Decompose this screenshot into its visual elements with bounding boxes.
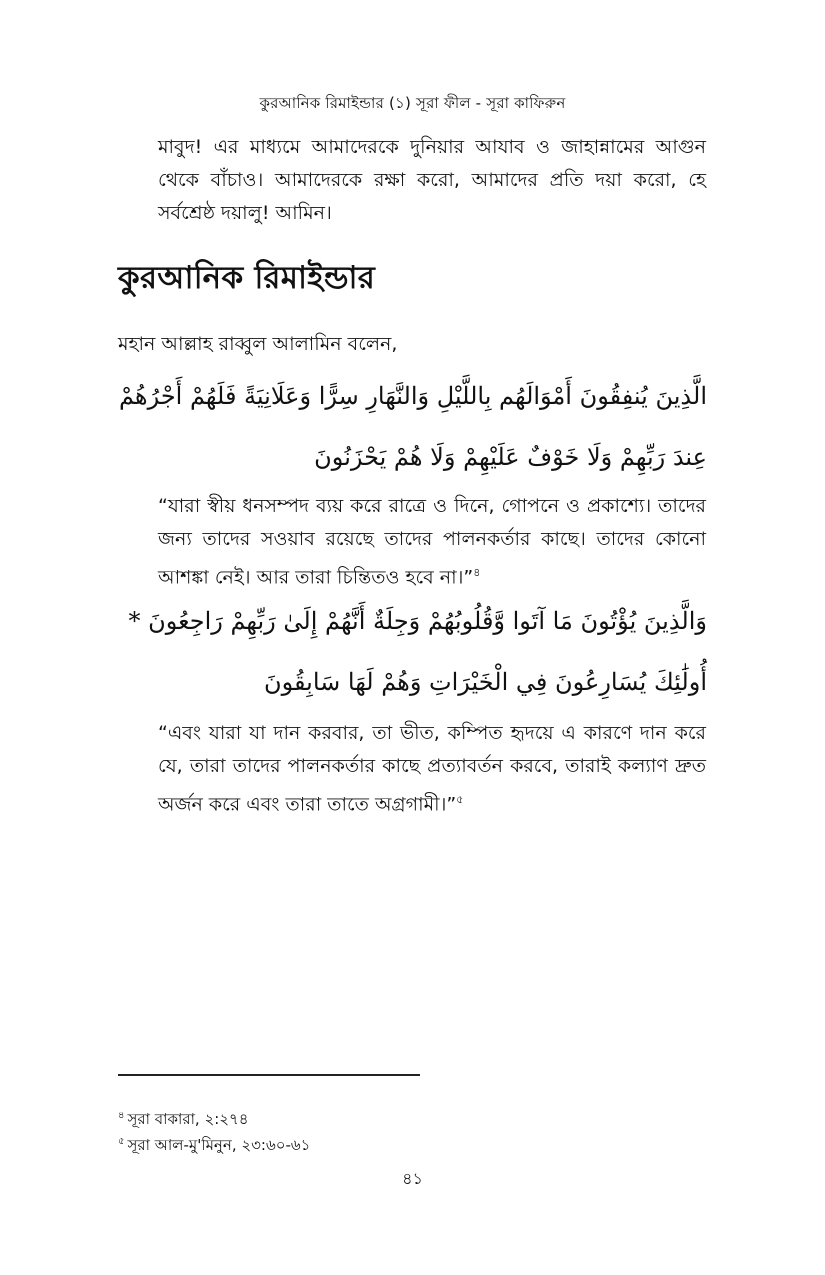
intro-text: মহান আল্লাহ রাব্বুল আলামিন বলেন, [118, 333, 398, 355]
arabic-verse-1-line-1: الَّذِينَ يُنفِقُونَ أَمْوَالَهُم بِاللَّيْلِ وَالنَّهَارِ سِرًّا وَعَلَانِيَةً فَلَهُمْ أَجْرُهُمْ [118, 382, 707, 410]
translation-text-2: “এবং যারা যা দান করবার, তা ভীত, কম্পিত হৃদয়ে এ কারণে দান করে যে, তারা তাদের পালনকর্তার কাছে প্রত্যাবর্তন করবে, তারাই কল্যাণ দ্রুত অর্জন করে এবং তারা তাতে অগ্রগামী।” [158, 722, 706, 816]
footnote-divider [118, 1074, 420, 1076]
footnote-text: সূরা আল-মু'মিনুন, ২৩:৬০-৬১ [127, 1136, 311, 1154]
arabic-verse-2-line-1: وَالَّذِينَ يُؤْتُونَ مَا آتَوا وَّقُلُوبُهُمْ وَجِلَةٌ أَنَّهُمْ إِلَىٰ رَبِّهِمْ رَاجِعُونَ * [128, 607, 707, 635]
translation-paragraph-2 [158, 717, 706, 821]
paragraph-prayer: মাবুদ! এর মাধ্যমে আমাদেরকে দুনিয়ার আযাব ও জাহান্নামের আগুন থেকে বাঁচাও। আমাদেরকে রক্ষা করো, আমাদের প্রতি দয়া করো, হে সর্বশ্রেষ্ঠ দয়ালু! আমিন। [158, 136, 706, 224]
footnote-4 [118, 1108, 249, 1133]
footnote-number: ৫ [118, 1136, 125, 1147]
translation-paragraph-1 [158, 490, 706, 594]
footnote-5 [118, 1134, 310, 1159]
arabic-verse-2-line-2: أُولَٰئِكَ يُسَارِعُونَ فِي الْخَيْرَاتِ وَهُمْ لَهَا سَابِقُونَ [263, 668, 707, 696]
footnote-ref-4[interactable]: ৪ [473, 566, 481, 579]
section-heading: কুরআনিক রিমাইন্ডার [118, 260, 376, 296]
arabic-verse-1-line-2: عِندَ رَبِّهِمْ وَلَا خَوْفٌ عَلَيْهِمْ وَلَا هُمْ يَحْزَنُونَ [314, 443, 707, 471]
footnote-ref-5[interactable]: ৫ [456, 793, 464, 806]
footnote-number: ৪ [118, 1110, 125, 1121]
translation-text-1: “যারা স্বীয় ধনসম্পদ ব্যয় করে রাত্রে ও দিনে, গোপনে ও প্রকাশ্যে। তাদের জন্য তাদের সওয়াব রয়েছে তাদের পালনকর্তার কাছে। তাদের কোনো আশঙ্কা নেই। আর তারা চিন্তিতও হবে না।” [158, 495, 706, 589]
page-number: ৪১ [402, 1169, 423, 1188]
footnote-text: সূরা বাকারা, ২:২৭৪ [127, 1110, 249, 1128]
running-header: কুরআনিক রিমাইন্ডার (১) সূরা ফীল - সূরা কাফিরুন [259, 94, 566, 112]
